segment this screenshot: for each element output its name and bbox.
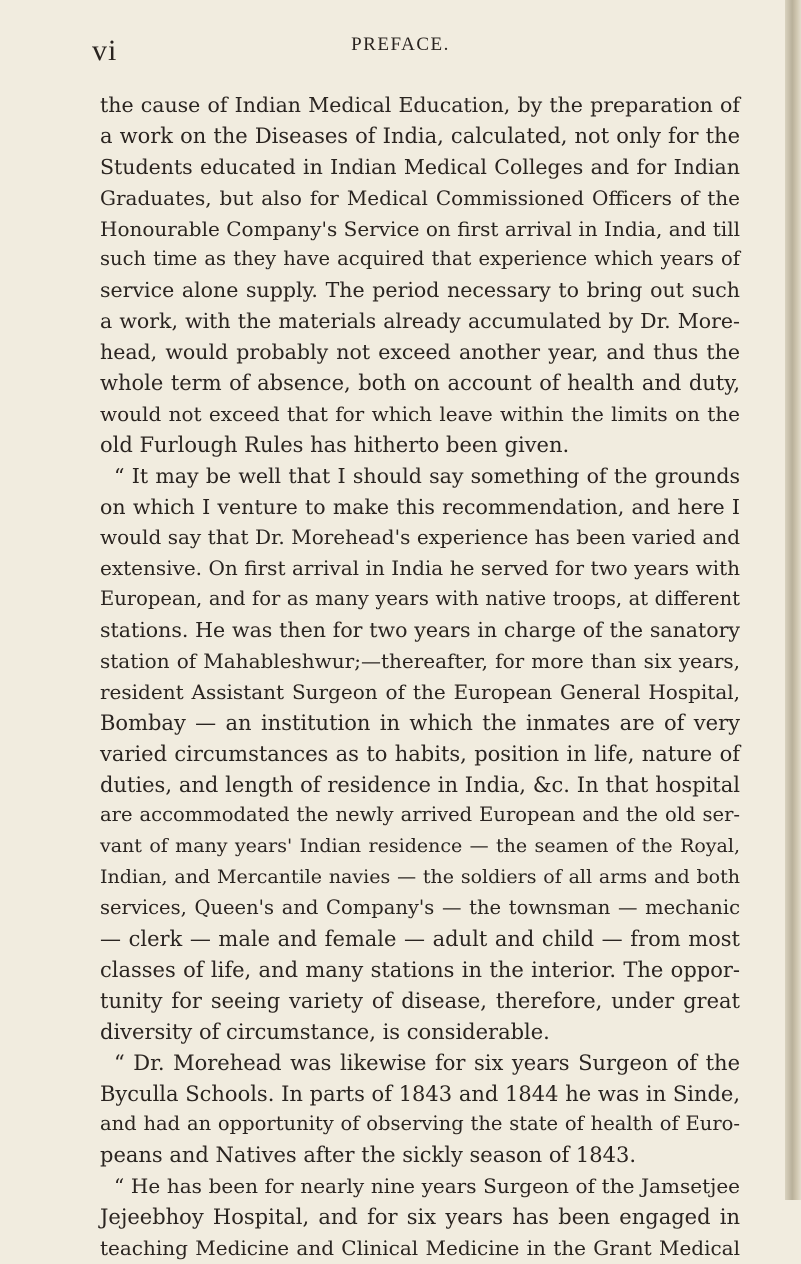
text-line: Byculla Schools. In parts of 1843 and 1844 he was in Sinde, [100,1081,740,1106]
page-number: vi [92,34,118,67]
text-line: would say that Dr. Morehead's experience has been varied and [100,525,740,550]
text-line: service alone supply. The period necessary to bring out such [100,278,740,303]
text-line: European, and for as many years with native troops, at different [100,587,740,611]
text-line: would not exceed that for which leave within the limits on the [100,401,740,426]
text-line: stations. He was then for two years in charge of the sanatory [100,618,740,643]
text-line: “ It may be well that I should say something of the grounds [114,463,740,488]
text-line: station of Mahableshwur;—thereafter, for more than six years, [100,649,740,674]
text-line: Indian, and Mercantile navies — the soldiers of all arms and both [100,866,740,889]
text-line: Honourable Company's Service on first arrival in India, and till [100,216,740,241]
text-line: the cause of Indian Medical Education, by the preparation of [100,93,740,117]
body-text [100,90,740,1264]
text-line: such time as they have acquired that experience which years of [100,247,740,271]
text-line: duties, and length of residence in India, &c. In that hospital [100,772,740,797]
text-line: — clerk — male and female — adult and child — from most [100,927,740,952]
text-line: vant of many years' Indian residence — the seamen of the Royal, [100,835,740,858]
text-line: “ Dr. Morehead was likewise for six years Surgeon of the [114,1050,740,1075]
text-line: are accommodated the newly arrived European and the old ser- [100,803,740,827]
text-line: Bombay — an institution in which the inmates are of very [100,710,740,735]
text-line: Graduates, but also for Medical Commissioned Officers of the [100,185,740,210]
text-line: diversity of circumstance, is considerable. [100,1019,550,1044]
text-line: and had an opportunity of observing the state of health of Euro- [100,1112,740,1136]
text-line: Jejeebhoy Hospital, and for six years has been engaged in [100,1205,740,1230]
text-line: on which I venture to make this recommendation, and here I [100,494,740,519]
text-line: varied circumstances as to habits, position in life, nature of [100,741,740,766]
text-line: Students educated in Indian Medical Colleges and for Indian [100,154,740,179]
text-line: peans and Natives after the sickly season of 1843. [100,1143,637,1168]
text-line: services, Queen's and Company's — the townsman — mechanic [100,896,740,920]
running-title: PREFACE. [351,34,450,55]
text-line: extensive. On first arrival in India he served for two years with [100,556,740,581]
text-line: teaching Medicine and Clinical Medicine in the Grant Medical [100,1235,740,1260]
text-line: head, would probably not exceed another year, and thus the [100,340,740,365]
text-line: old Furlough Rules has hitherto been given. [100,432,570,457]
text-line: “ He has been for nearly nine years Surgeon of the Jamsetjee [114,1174,740,1199]
text-line: a work on the Diseases of India, calculated, not only for the [100,123,740,148]
text-line: a work, with the materials already accumulated by Dr. More- [100,309,740,334]
text-line: whole term of absence, both on account of health and duty, [100,371,740,396]
text-line: tunity for seeing variety of disease, therefore, under great [100,988,740,1013]
text-line: classes of life, and many stations in the interior. The oppor- [100,957,740,982]
text-line: resident Assistant Surgeon of the European General Hospital, [100,679,740,704]
page-edge-shadow [785,0,801,1200]
